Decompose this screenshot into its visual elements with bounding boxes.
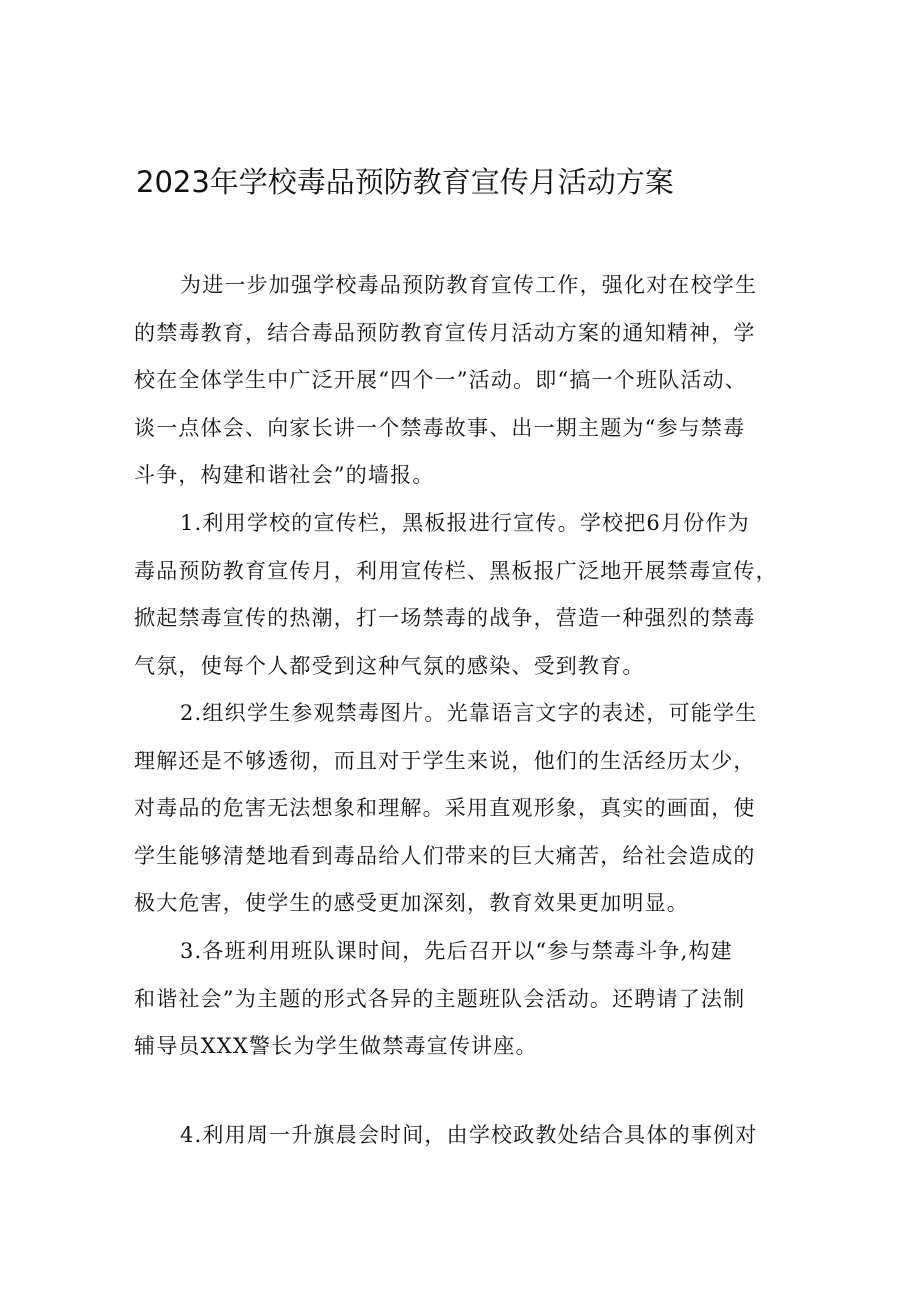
- text-line: 对毒品的危害无法想象和理解。采用直观形象，真实的画面，使: [134, 796, 756, 820]
- text-line: 为进一步加强学校毒品预防教育宣传工作，强化对在校学生: [180, 273, 758, 297]
- text-line: 2.组织学生参观禁毒图片。光靠语言文字的表述，可能学生: [180, 701, 758, 725]
- text-line: 的禁毒教育，结合毒品预防教育宣传月活动方案的通知精神，学: [134, 320, 756, 345]
- text-line: 谈一点体会、向家长讲一个禁毒故事、出一期主题为“参与禁毒: [134, 415, 746, 440]
- text-line: 4.利用周一升旗晨会时间，由学校政教处结合具体的事例对: [180, 1123, 758, 1147]
- text-line: 辅导员XXX警长为学生做禁毒宣传讲座。: [134, 1034, 538, 1058]
- text-line: 校在全体学生中广泛开展“四个一”活动。即“搞一个班队活动、: [134, 368, 748, 392]
- document-title: 2023年学校毒品预防教育宣传月活动方案: [136, 165, 674, 199]
- paragraph-item-1: [134, 500, 834, 690]
- paragraph-item-4: [134, 1112, 834, 1160]
- text-line: 掀起禁毒宣传的热潮，打一场禁毒的战争，营造一种强烈的禁毒: [134, 606, 756, 630]
- text-line: 1.利用学校的宣传栏，黑板报进行宣传。学校把6月份作为: [180, 511, 750, 535]
- text-line: 气氛，使每个人都受到这种气氛的感染、受到教育。: [134, 653, 645, 678]
- text-line: 理解还是不够透彻，而且对于学生来说，他们的生活经历太少，: [134, 748, 756, 773]
- text-line: 极大危害，使学生的感受更加深刻，教育效果更加明显。: [134, 891, 689, 915]
- text-line: 学生能够清楚地看到毒品给人们带来的巨大痛苦，给社会造成的: [134, 843, 756, 868]
- paragraph-item-2: [134, 690, 834, 928]
- text-line: 毒品预防教育宣传月，利用宣传栏、黑板报广泛地开展禁毒宣传，: [134, 558, 778, 583]
- text-line: 3.各班利用班队课时间，先后召开以“参与禁毒斗争,构建: [180, 939, 733, 963]
- text-line: 和谐社会”为主题的形式各异的主题班队会活动。还聘请了法制: [134, 986, 746, 1011]
- paragraph-item-3: [134, 928, 834, 1071]
- paragraph-intro: [134, 262, 834, 500]
- text-line: 斗争，构建和谐社会”的墙报。: [134, 463, 435, 487]
